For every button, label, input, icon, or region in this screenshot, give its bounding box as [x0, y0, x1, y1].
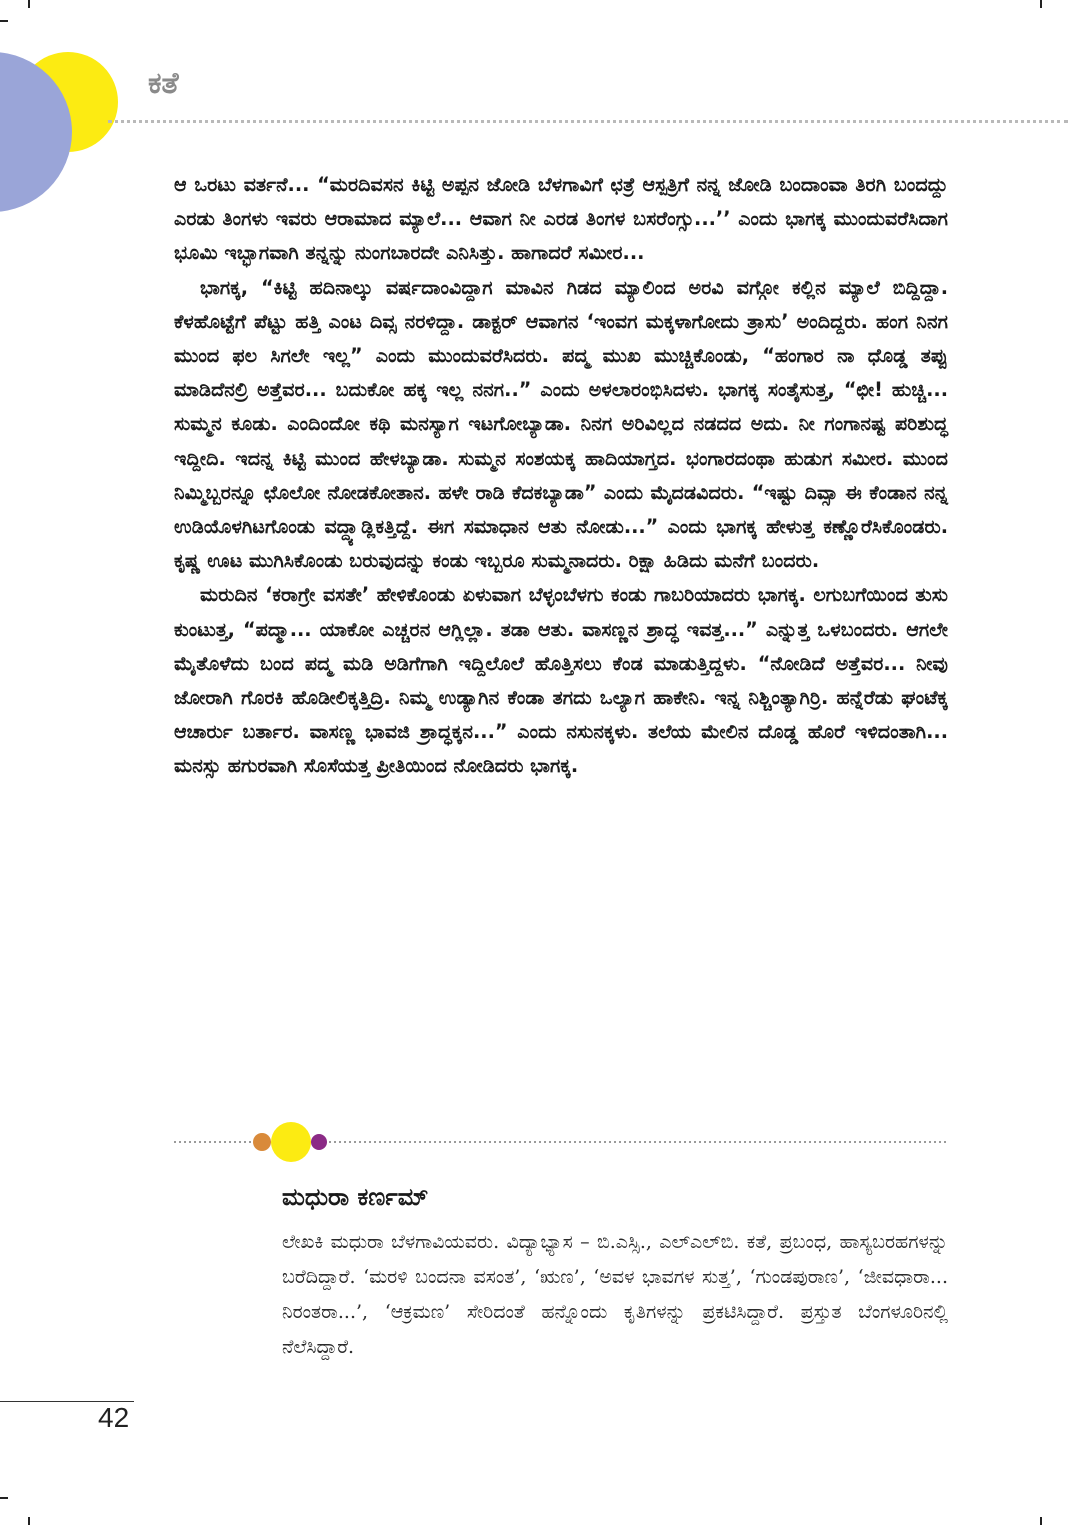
author-name: ಮಧುರಾ ಕರ್ಣಮ್	[282, 1183, 429, 1211]
page-number: 42	[98, 1402, 130, 1433]
section-title: ಕತೆ	[148, 66, 179, 101]
story-paragraph-1: ಆ ಒರಟು ವರ್ತನೆ... “ಮರದಿವಸನ ಕಿಟ್ಟಿ ಅಪ್ಪನ ಜೋಡಿ ಬೆಳಗಾವಿಗೆ ಛತ್ರೆ ಆಸ್ಪತ್ರಿಗೆ ನನ್ನ ಜೋಡಿ ಬಂದಾಂವಾ ತಿರಗಿ ಬಂದದ್ದು ಎರಡು ತಿಂಗಳು ಇವರು ಆರಾಮಾದ ಮ್ಯಾಲೆ... ಆವಾಗ ನೀ ಎರಡ ತಿಂಗಳ ಬಸರೆಂಗ್ಸು...’’ ಎಂದು ಭಾಗಕ್ಕ ಮುಂದುವರೆಸಿದಾಗ ಭೂಮಿ ಇಬ್ಭಾಗವಾಗಿ ತನ್ನನ್ನು ನುಂಗಬಾರದೇ ಎನಿಸಿತ್ತು. ಹಾಗಾದರೆ ಸಮೀರ...	[174, 173, 948, 265]
decorative-circles	[0, 0, 130, 220]
crop-mark-bottom-right	[1040, 1517, 1042, 1525]
crop-mark-top-right	[1040, 0, 1042, 8]
divider-dot-purple	[311, 1134, 327, 1150]
divider-dot-orange	[253, 1133, 271, 1151]
crop-mark-bottom-left	[28, 1517, 30, 1525]
divider-dot-yellow	[271, 1122, 311, 1162]
header-dotted-rule	[108, 120, 1068, 123]
story-text	[174, 168, 948, 784]
story-paragraph-3: ಮರುದಿನ ‘ಕರಾಗ್ರೇ ವಸತೇ’ ಹೇಳಿಕೊಂಡು ಏಳುವಾಗ ಬೆಳ್ಳಂಬೆಳಗು ಕಂಡು ಗಾಬರಿಯಾದರು ಭಾಗಕ್ಕ. ಲಗುಬಗೆಯಿಂದ ತುಸು ಕುಂಟುತ್ತ, “ಪದ್ಮಾ... ಯಾಕೋ ಎಚ್ಚರನ ಆಗ್ಲಿಲ್ಲಾ. ತಡಾ ಆತು. ವಾಸಣ್ಣನ ಶ್ರಾದ್ಧ ಇವತ್ತ...” ಎನ್ನುತ್ತ ಒಳಬಂದರು. ಆಗಲೇ ಮೈತೊಳೆದು ಬಂದ ಪದ್ಮ ಮಡಿ ಅಡಿಗೆಗಾಗಿ ಇದ್ದಿಲೊಲೆ ಹೊತ್ತಿಸಲು ಕೆಂಡ ಮಾಡುತ್ತಿದ್ದಳು. “ನೋಡಿದೆ ಅತ್ತೆವರ... ನೀವು ಜೋರಾಗಿ ಗೊರಕಿ ಹೊಡೀಲಿಕ್ಕತ್ತಿದ್ರಿ. ನಿಮ್ಮ ಉಡ್ಯಾಗಿನ ಕೆಂಡಾ ತಗದು ಒಲ್ಯಾಗ ಹಾಕೇನಿ. ಇನ್ನ ನಿಶ್ಚಿಂತ್ಯಾಗಿರ್ರಿ. ಹನ್ನೆರೆಡು ಘಂಟೆಕ್ಕ ಆಚಾರ್ರು ಬರ್ತಾರ. ವಾಸಣ್ಣ ಭಾವಜಿ ಶ್ರಾದ್ಧಕ್ಕನ...” ಎಂದು ನಸುನಕ್ಕಳು. ತಲೆಯ ಮೇಲಿನ ದೊಡ್ಡ ಹೊರೆ ಇಳಿದಂತಾಗಿ... ಮನಸ್ಸು ಹಗುರವಾಗಿ ಸೊಸೆಯತ್ತ ಪ್ರೀತಿಯಿಂದ ನೋಡಿದರು ಭಾಗಕ್ಕ.	[174, 583, 948, 778]
crop-mark-left-bottom	[0, 1497, 8, 1499]
author-bio: ಲೇಖಕಿ ಮಧುರಾ ಬೆಳಗಾವಿಯವರು. ವಿದ್ಯಾಭ್ಯಾಸ – ಬಿ.ಎಸ್ಸಿ., ಎಲ್‌ಎಲ್‌ಬಿ. ಕತೆ, ಪ್ರಬಂಧ, ಹಾಸ್ಯಬರಹಗಳನ್ನು ಬರೆದಿದ್ದಾರೆ. ‘ಮರಳಿ ಬಂದನಾ ವಸಂತ’, ‘ಋಣ’, ‘ಅವಳ ಭಾವಗಳ ಸುತ್ತ’, ‘ಗುಂಡಪುರಾಣ’, ‘ಜೀವಧಾರಾ... ನಿರಂತರಾ...’, ‘ಆಕ್ರಮಣ’ ಸೇರಿದಂತೆ ಹನ್ನೊಂದು ಕೃತಿಗಳನ್ನು ಪ್ರಕಟಿಸಿದ್ದಾರೆ. ಪ್ರಸ್ತುತ ಬೆಂಗಳೂರಿನಲ್ಲಿ ನೆಲೆಸಿದ್ದಾರೆ.	[282, 1231, 948, 1358]
author-divider	[174, 1120, 948, 1164]
story-paragraph-2: ಭಾಗಕ್ಕ, “ಕಿಟ್ಟಿ ಹದಿನಾಲ್ಕು ವರ್ಷದಾಂವಿದ್ದಾಗ ಮಾವಿನ ಗಿಡದ ಮ್ಯಾಲಿಂದ ಅರವಿ ವಗ್ಗೋ ಕಲ್ಲಿನ ಮ್ಯಾಲೆ ಬಿದ್ದಿದ್ದಾ. ಕೆಳಹೊಟ್ಟೆಗೆ ಪೆಟ್ಟು ಹತ್ತಿ ಎಂಟ ದಿವ್ಸ ನರಳಿದ್ದಾ. ಡಾಕ್ಟರ್ ಆವಾಗನ ‘ಇಂವಗ ಮಕ್ಕಳಾಗೋದು ತ್ರಾಸು’ ಅಂದಿದ್ದರು. ಹಂಗ ನಿನಗ ಮುಂದ ಫಲ ಸಿಗಲೇ ಇಲ್ಲ” ಎಂದು ಮುಂದುವರೆಸಿದರು. ಪದ್ಮ ಮುಖ ಮುಚ್ಚಿಕೊಂಡು, “ಹಂಗಾರ ನಾ ಧೊಡ್ಡ ತಪ್ಪು ಮಾಡಿದೆನಲ್ರಿ ಅತ್ತೆವರ... ಬದುಕೋ ಹಕ್ಕ ಇಲ್ಲ ನನಗ..” ಎಂದು ಅಳಲಾರಂಭಿಸಿದಳು. ಭಾಗಕ್ಕ ಸಂತೈಸುತ್ತ, “ಛೀ! ಹುಚ್ಚಿ... ಸುಮ್ಮನ ಕೂಡು. ಎಂದಿಂದೋ ಕಥಿ ಮನಸ್ಯಾಗ ಇಟಗೋಬ್ಯಾಡಾ. ನಿನಗ ಅರಿವಿಲ್ಲದ ನಡದದ ಅದು. ನೀ ಗಂಗಾನಷ್ಟ ಪರಿಶುದ್ಧ ಇದ್ದೀದಿ. ಇದನ್ನ ಕಿಟ್ಟಿ ಮುಂದ ಹೇಳಬ್ಯಾಡಾ. ಸುಮ್ಮನ ಸಂಶಯಕ್ಕ ಹಾದಿಯಾಗ್ತದ. ಭಂಗಾರದಂಥಾ ಹುಡುಗ ಸಮೀರ. ಮುಂದ ನಿಮ್ಮಿಬ್ಬರನ್ನೂ ಛೊಲೋ ನೋಡಕೋತಾನ. ಹಳೇ ರಾಡಿ ಕೆದಕಬ್ಯಾಡಾ” ಎಂದು ಮೈದಡವಿದರು. “ಇಷ್ಟು ದಿವ್ಸಾ ಈ ಕೆಂಡಾನ ನನ್ನ ಉಡಿಯೊಳಗಿಟಗೊಂಡು ವದ್ದ್ಯಾಡ್ಲಿಕತ್ತಿದ್ದೆ. ಈಗ ಸಮಾಧಾನ ಆತು ನೋಡು...” ಎಂದು ಭಾಗಕ್ಕ ಹೇಳುತ್ತ ಕಣ್ಣೊರೆಸಿಕೊಂಡರು. ಕೃಷ್ಣ ಊಟ ಮುಗಿಸಿಕೊಂಡು ಬರುವುದನ್ನು ಕಂಡು ಇಬ್ಬರೂ ಸುಮ್ಮನಾದರು. ರಿಕ್ಷಾ ಹಿಡಿದು ಮನೆಗೆ ಬಂದರು.	[174, 275, 948, 573]
